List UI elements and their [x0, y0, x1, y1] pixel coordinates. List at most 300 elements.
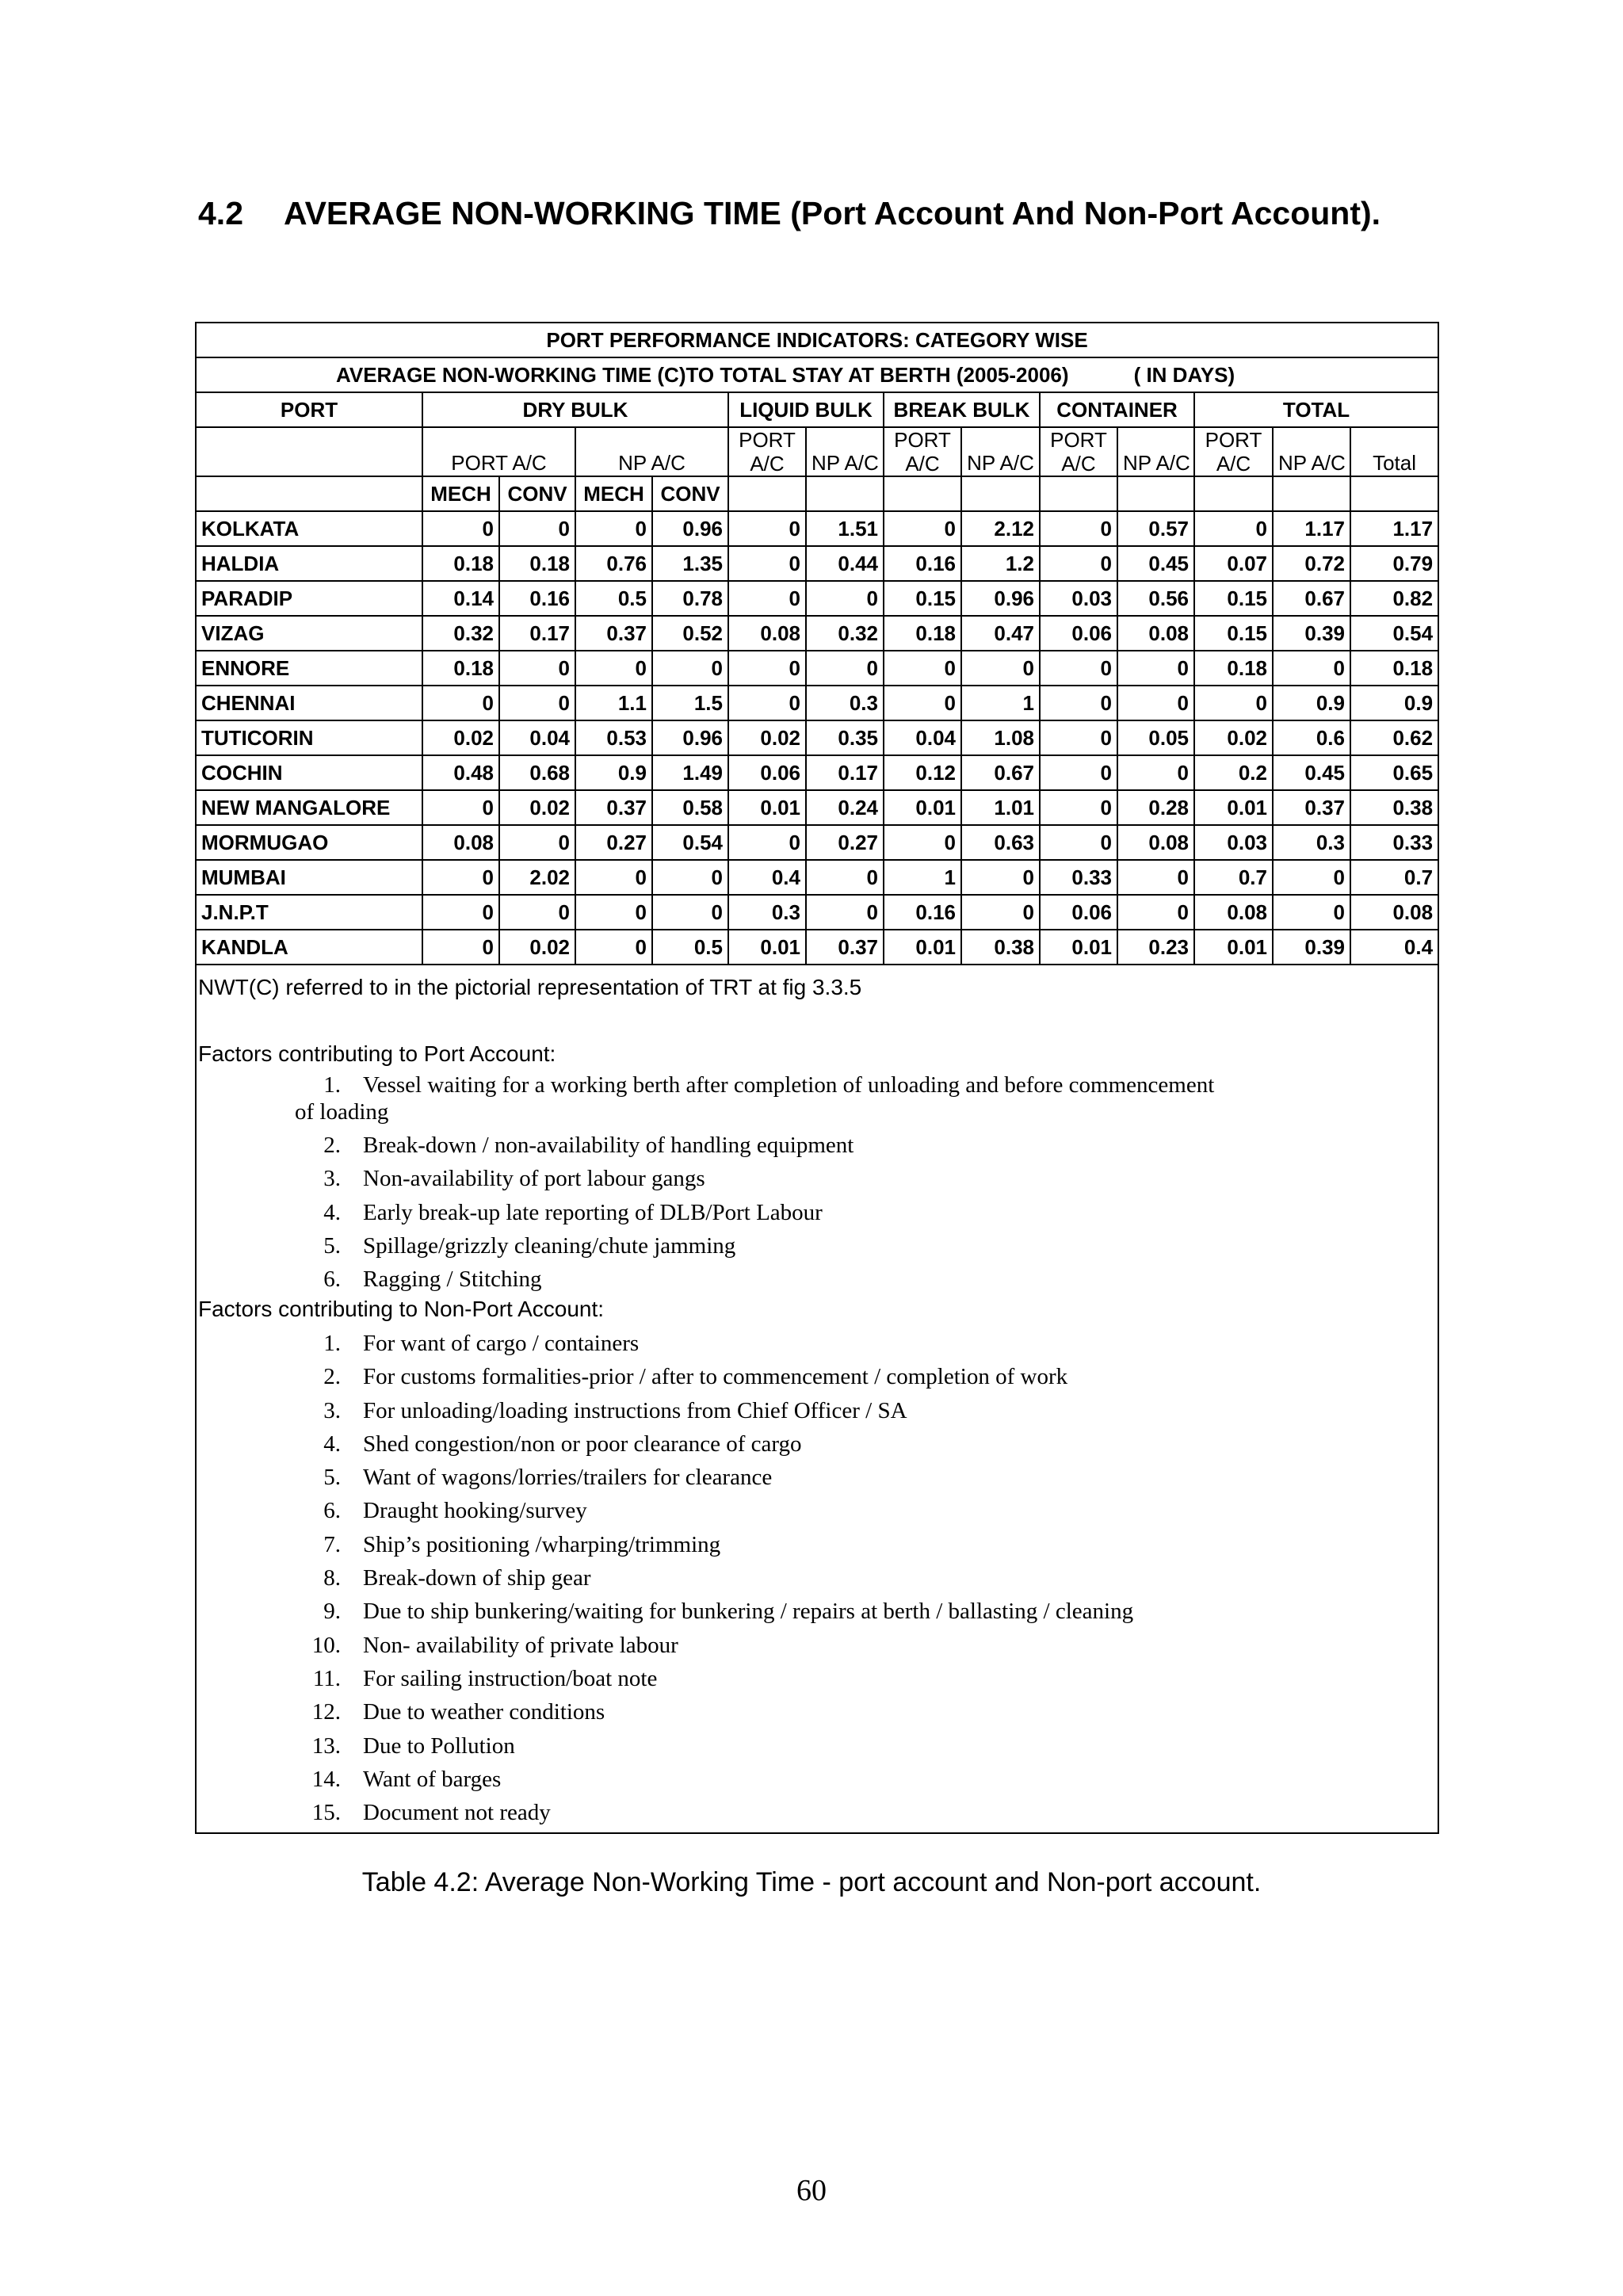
list-item — [197, 1229, 1433, 1263]
list-item — [197, 1196, 1433, 1229]
list-item-text: Ragging / Stitching — [363, 1266, 542, 1293]
list-item — [197, 1427, 1433, 1461]
header-container-np-ac: NP A/C — [1117, 427, 1194, 476]
value-cell: 0.08 — [728, 616, 806, 651]
value-cell: 0.39 — [1273, 930, 1350, 965]
value-cell: 0.17 — [499, 616, 575, 651]
value-cell: 0 — [575, 930, 652, 965]
value-cell: 2.02 — [499, 860, 575, 895]
port-name: KOLKATA — [197, 511, 422, 546]
value-cell: 0.58 — [652, 790, 728, 825]
account-header-row — [197, 427, 1438, 476]
value-cell: 0.16 — [884, 895, 961, 930]
value-cell: 0.7 — [1350, 860, 1438, 895]
value-cell: 0.4 — [1350, 930, 1438, 965]
port-account-list — [197, 1072, 1433, 1296]
value-cell: 0.15 — [1194, 616, 1273, 651]
list-item-text: Vessel waiting for a working berth after completion of unloading and before commencement — [363, 1072, 1215, 1098]
value-cell: 0.07 — [1194, 546, 1273, 581]
value-cell: 0.01 — [1194, 790, 1273, 825]
performance-table — [197, 323, 1438, 965]
value-cell: 0 — [575, 511, 652, 546]
list-item-continuation: of loading — [295, 1099, 389, 1125]
value-cell: 0 — [422, 930, 499, 965]
value-cell: 0 — [1273, 895, 1350, 930]
value-cell: 0.2 — [1194, 755, 1273, 790]
list-item-number: 6. — [323, 1498, 341, 1524]
header-total-port-ac — [1194, 427, 1273, 476]
value-cell: 0.7 — [1194, 860, 1273, 895]
value-cell: 0 — [806, 860, 884, 895]
value-cell: 0 — [728, 825, 806, 860]
value-cell: 0.01 — [884, 790, 961, 825]
value-cell: 0 — [728, 651, 806, 686]
value-cell: 0 — [1040, 686, 1117, 720]
value-cell: 0 — [1117, 686, 1194, 720]
value-cell: 0 — [806, 581, 884, 616]
value-cell: 0 — [1117, 895, 1194, 930]
list-item-number: 12. — [311, 1699, 341, 1725]
value-cell: 0 — [1040, 546, 1117, 581]
value-cell: 0.37 — [575, 790, 652, 825]
list-item-text: Want of wagons/lorries/trailers for clearance — [363, 1465, 773, 1491]
header-break-port-ac — [884, 427, 961, 476]
value-cell: 0.18 — [422, 651, 499, 686]
table-row — [197, 651, 1438, 686]
header-break-bulk: BREAK BULK — [884, 392, 1040, 427]
value-cell: 1 — [961, 686, 1040, 720]
header-total-total: Total — [1350, 427, 1438, 476]
value-cell: 0 — [652, 651, 728, 686]
value-cell: 0.38 — [1350, 790, 1438, 825]
list-item — [197, 1561, 1433, 1595]
value-cell: 0.03 — [1040, 581, 1117, 616]
value-cell: 0.67 — [1273, 581, 1350, 616]
value-cell: 0.47 — [961, 616, 1040, 651]
value-cell: 0.62 — [1350, 720, 1438, 755]
value-cell: 0.33 — [1350, 825, 1438, 860]
port-name: CHENNAI — [197, 686, 422, 720]
list-item — [197, 1162, 1433, 1195]
value-cell: 0 — [884, 511, 961, 546]
table-row — [197, 616, 1438, 651]
value-cell: 0.54 — [1350, 616, 1438, 651]
port-name: MORMUGAO — [197, 825, 422, 860]
sub-blank — [1273, 476, 1350, 511]
list-item-number: 6. — [323, 1266, 341, 1293]
value-cell: 0.18 — [1350, 651, 1438, 686]
value-cell: 0.35 — [806, 720, 884, 755]
header-dry-port-ac: PORT A/C — [422, 427, 575, 476]
value-cell: 0.37 — [575, 616, 652, 651]
value-cell: 0.15 — [884, 581, 961, 616]
value-cell: 0 — [499, 511, 575, 546]
value-cell: 0.27 — [806, 825, 884, 860]
value-cell: 1 — [884, 860, 961, 895]
value-cell: 0 — [884, 651, 961, 686]
section-number: 4.2 — [198, 195, 243, 231]
value-cell: 0.18 — [499, 546, 575, 581]
port-name: ENNORE — [197, 651, 422, 686]
header-break-np-ac: NP A/C — [961, 427, 1040, 476]
value-cell: 0 — [499, 651, 575, 686]
list-item — [197, 1129, 1433, 1162]
value-cell: 0 — [1040, 720, 1117, 755]
table-row — [197, 511, 1438, 546]
list-item-text: Break-down / non-availability of handling equipment — [363, 1133, 854, 1158]
sub-blank — [1194, 476, 1273, 511]
value-cell: 0.03 — [1194, 825, 1273, 860]
value-cell: 0 — [422, 790, 499, 825]
value-cell: 1.2 — [961, 546, 1040, 581]
value-cell: 0.38 — [961, 930, 1040, 965]
list-item-text: Early break-up late reporting of DLB/Port Labour — [363, 1199, 823, 1225]
value-cell: 0 — [1117, 651, 1194, 686]
value-cell: 0.72 — [1273, 546, 1350, 581]
value-cell: 0.02 — [1194, 720, 1273, 755]
value-cell: 0.18 — [1194, 651, 1273, 686]
value-cell: 0.08 — [1117, 825, 1194, 860]
table-subtitle — [197, 357, 1438, 392]
value-cell: 0 — [728, 511, 806, 546]
value-cell: 0.3 — [806, 686, 884, 720]
value-cell: 0.18 — [884, 616, 961, 651]
table-row — [197, 581, 1438, 616]
value-cell: 0.45 — [1273, 755, 1350, 790]
value-cell: 0.32 — [806, 616, 884, 651]
value-cell: 0.96 — [961, 581, 1040, 616]
header-dry-bulk: DRY BULK — [422, 392, 728, 427]
value-cell: 0.08 — [1117, 616, 1194, 651]
header-liquid-bulk: LIQUID BULK — [728, 392, 884, 427]
list-item — [197, 1528, 1433, 1561]
sub-blank — [884, 476, 961, 511]
port-name: PARADIP — [197, 581, 422, 616]
header-total-np-ac: NP A/C — [1273, 427, 1350, 476]
list-item — [197, 1695, 1433, 1729]
table-row — [197, 546, 1438, 581]
value-cell: 0 — [1273, 860, 1350, 895]
value-cell: 0.02 — [422, 720, 499, 755]
sub-blank — [1350, 476, 1438, 511]
value-cell: 0 — [1040, 825, 1117, 860]
port-name: HALDIA — [197, 546, 422, 581]
port-account-title: Factors contributing to Port Account: — [198, 1041, 556, 1066]
list-item-number: 5. — [323, 1232, 341, 1259]
value-cell: 0.9 — [575, 755, 652, 790]
list-item-text: For want of cargo / containers — [363, 1331, 640, 1356]
value-cell: 0 — [1117, 755, 1194, 790]
value-cell: 0.6 — [1273, 720, 1350, 755]
list-item-number: 10. — [311, 1632, 341, 1658]
value-cell: 0 — [1040, 511, 1117, 546]
value-cell: 0.48 — [422, 755, 499, 790]
list-item — [197, 1461, 1433, 1494]
value-cell: 0.78 — [652, 581, 728, 616]
value-cell: 0 — [499, 825, 575, 860]
table-row — [197, 860, 1438, 895]
header-container-port-ac — [1040, 427, 1117, 476]
list-item-number: 9. — [323, 1599, 341, 1625]
list-item-text: For unloading/loading instructions from Chief Officer / SA — [363, 1397, 907, 1423]
value-cell: 0 — [575, 895, 652, 930]
port-label: PORT — [1050, 428, 1107, 452]
value-cell: 0.53 — [575, 720, 652, 755]
sub-blank — [197, 476, 422, 511]
value-cell: 1.01 — [961, 790, 1040, 825]
value-cell: 0.06 — [1040, 616, 1117, 651]
ac-label: A/C — [1216, 452, 1251, 476]
list-item — [197, 1360, 1433, 1393]
group-header-row — [197, 392, 1438, 427]
value-cell: 0 — [806, 651, 884, 686]
value-cell: 0.06 — [728, 755, 806, 790]
port-label: PORT — [894, 428, 951, 452]
value-cell: 0 — [652, 895, 728, 930]
value-cell: 0 — [961, 860, 1040, 895]
table-title: PORT PERFORMANCE INDICATORS: CATEGORY WISE — [197, 323, 1438, 357]
value-cell: 0.04 — [884, 720, 961, 755]
table-row — [197, 790, 1438, 825]
value-cell: 0.02 — [499, 930, 575, 965]
value-cell: 0 — [575, 651, 652, 686]
list-item — [197, 1729, 1433, 1763]
value-cell: 0 — [806, 895, 884, 930]
value-cell: 0.01 — [1194, 930, 1273, 965]
header-liquid-port-ac — [728, 427, 806, 476]
list-item-number: 13. — [311, 1733, 341, 1759]
table-row — [197, 930, 1438, 965]
value-cell: 0 — [884, 825, 961, 860]
list-item-text: Want of barges — [363, 1766, 502, 1792]
value-cell: 0.4 — [728, 860, 806, 895]
value-cell: 0.02 — [499, 790, 575, 825]
sub-blank — [961, 476, 1040, 511]
value-cell: 0.01 — [1040, 930, 1117, 965]
list-item-number: 14. — [311, 1766, 341, 1792]
value-cell: 0.79 — [1350, 546, 1438, 581]
value-cell: 0.37 — [1273, 790, 1350, 825]
value-cell: 0.5 — [652, 930, 728, 965]
value-cell: 0.05 — [1117, 720, 1194, 755]
table-row — [197, 895, 1438, 930]
table-title-row — [197, 323, 1438, 357]
value-cell: 0.01 — [728, 790, 806, 825]
value-cell: 0 — [728, 581, 806, 616]
value-cell: 0.9 — [1350, 686, 1438, 720]
value-cell: 0.76 — [575, 546, 652, 581]
header-liquid-np-ac: NP A/C — [806, 427, 884, 476]
value-cell: 0.16 — [884, 546, 961, 581]
value-cell: 0.08 — [1194, 895, 1273, 930]
value-cell: 1.49 — [652, 755, 728, 790]
ac-label: A/C — [905, 452, 940, 476]
mech-conv-row — [197, 476, 1438, 511]
value-cell: 0 — [1273, 651, 1350, 686]
list-item — [197, 1595, 1433, 1628]
list-item-text: Non- availability of private labour — [363, 1632, 678, 1658]
table-row — [197, 825, 1438, 860]
value-cell: 0.18 — [422, 546, 499, 581]
value-cell: 0.82 — [1350, 581, 1438, 616]
list-item-number: 1. — [323, 1072, 341, 1098]
port-name: J.N.P.T — [197, 895, 422, 930]
value-cell: 1.1 — [575, 686, 652, 720]
list-item — [197, 1763, 1433, 1796]
value-cell: 1.08 — [961, 720, 1040, 755]
value-cell: 0.08 — [1350, 895, 1438, 930]
port-name: NEW MANGALORE — [197, 790, 422, 825]
list-item-number: 15. — [311, 1800, 341, 1826]
page-number: 60 — [796, 2174, 827, 2207]
sub-blank — [1040, 476, 1117, 511]
value-cell: 0 — [422, 895, 499, 930]
value-cell: 0.06 — [1040, 895, 1117, 930]
list-item-text: Document not ready — [363, 1800, 551, 1826]
value-cell: 0 — [1040, 755, 1117, 790]
value-cell: 0 — [422, 860, 499, 895]
table-row — [197, 686, 1438, 720]
port-name: COCHIN — [197, 755, 422, 790]
value-cell: 1.51 — [806, 511, 884, 546]
value-cell: 0.33 — [1040, 860, 1117, 895]
value-cell: 0.23 — [1117, 930, 1194, 965]
list-item-number: 4. — [323, 1199, 341, 1225]
value-cell: 2.12 — [961, 511, 1040, 546]
value-cell: 0 — [884, 686, 961, 720]
value-cell: 0 — [575, 860, 652, 895]
value-cell: 0.5 — [575, 581, 652, 616]
value-cell: 0 — [961, 651, 1040, 686]
value-cell: 0.45 — [1117, 546, 1194, 581]
value-cell: 1.5 — [652, 686, 728, 720]
list-item-text: For sailing instruction/boat note — [363, 1665, 658, 1691]
nwt-note: NWT(C) referred to in the pictorial representation of TRT at fig 3.3.5 — [198, 975, 862, 999]
value-cell: 0 — [1194, 511, 1273, 546]
non-port-account-list — [197, 1327, 1433, 1829]
section-title: AVERAGE NON-WORKING TIME (Port Account And Non-Port Account). — [284, 195, 1381, 231]
value-cell: 0.63 — [961, 825, 1040, 860]
list-item-text: Ship’s positioning /wharping/trimming — [363, 1531, 721, 1557]
list-item-number: 3. — [323, 1166, 341, 1192]
value-cell: 0 — [1040, 790, 1117, 825]
list-item-text: Spillage/grizzly cleaning/chute jamming — [363, 1232, 736, 1259]
sub-header-conv: CONV — [499, 476, 575, 511]
sub-blank — [806, 476, 884, 511]
value-cell: 0 — [1194, 686, 1273, 720]
value-cell: 0.17 — [806, 755, 884, 790]
list-item-number: 4. — [323, 1431, 341, 1457]
header-blank — [197, 427, 422, 476]
value-cell: 0.52 — [652, 616, 728, 651]
subtitle-text: AVERAGE NON-WORKING TIME (C)TO TOTAL STAY AT BERTH (2005-2006) — [336, 362, 1069, 387]
list-item-text: Due to weather conditions — [363, 1699, 605, 1725]
list-item-text: Draught hooking/survey — [363, 1498, 587, 1524]
value-cell: 0 — [499, 686, 575, 720]
list-item — [197, 1327, 1433, 1360]
value-cell: 0 — [422, 511, 499, 546]
value-cell: 0.54 — [652, 825, 728, 860]
value-cell: 0.67 — [961, 755, 1040, 790]
value-cell: 0 — [499, 895, 575, 930]
list-item-text: Break-down of ship gear — [363, 1565, 591, 1591]
list-item — [197, 1629, 1433, 1662]
list-item — [197, 1263, 1433, 1296]
value-cell: 0.37 — [806, 930, 884, 965]
value-cell: 0.16 — [499, 581, 575, 616]
value-cell: 0.12 — [884, 755, 961, 790]
list-item-text: Due to Pollution — [363, 1733, 515, 1759]
value-cell: 0.65 — [1350, 755, 1438, 790]
table-row — [197, 755, 1438, 790]
value-cell: 0.01 — [728, 930, 806, 965]
list-item-text: Due to ship bunkering/waiting for bunkering / repairs at berth / ballasting / cleaning — [363, 1599, 1134, 1625]
value-cell: 0.15 — [1194, 581, 1273, 616]
ac-label: A/C — [1061, 452, 1096, 476]
value-cell: 0.3 — [1273, 825, 1350, 860]
port-label: PORT — [1205, 428, 1262, 452]
value-cell: 0 — [728, 686, 806, 720]
list-item-number: 7. — [323, 1531, 341, 1557]
table-caption: Table 4.2: Average Non-Working Time - port account and Non-port account. — [361, 1867, 1262, 1897]
sub-blank — [728, 476, 806, 511]
value-cell: 0.44 — [806, 546, 884, 581]
value-cell: 0 — [1040, 651, 1117, 686]
value-cell: 0 — [961, 895, 1040, 930]
sub-blank — [1117, 476, 1194, 511]
value-cell: 1.17 — [1350, 511, 1438, 546]
value-cell: 0.3 — [728, 895, 806, 930]
value-cell: 0.32 — [422, 616, 499, 651]
table-box — [195, 322, 1439, 1834]
list-item — [197, 1394, 1433, 1427]
value-cell: 0.96 — [652, 720, 728, 755]
value-cell: 0.14 — [422, 581, 499, 616]
value-cell: 1.17 — [1273, 511, 1350, 546]
header-port: PORT — [197, 392, 422, 427]
non-port-account-title: Factors contributing to Non-Port Account: — [198, 1297, 605, 1321]
header-container: CONTAINER — [1040, 392, 1194, 427]
list-item — [197, 1796, 1433, 1829]
list-item — [197, 1072, 1433, 1098]
port-name: KANDLA — [197, 930, 422, 965]
value-cell: 0 — [1117, 860, 1194, 895]
header-dry-np-ac: NP A/C — [575, 427, 728, 476]
list-item-number: 11. — [312, 1665, 341, 1691]
value-cell: 0.28 — [1117, 790, 1194, 825]
table-row — [197, 720, 1438, 755]
list-item-number: 2. — [323, 1133, 341, 1158]
list-item-number: 1. — [323, 1331, 341, 1356]
list-item — [197, 1662, 1433, 1695]
sub-header-mech: MECH — [422, 476, 499, 511]
value-cell: 1.35 — [652, 546, 728, 581]
list-item — [197, 1494, 1433, 1527]
port-name: MUMBAI — [197, 860, 422, 895]
value-cell: 0.39 — [1273, 616, 1350, 651]
value-cell: 0.57 — [1117, 511, 1194, 546]
port-label: PORT — [739, 428, 796, 452]
units-label: ( IN DAYS) — [1133, 362, 1235, 387]
header-total: TOTAL — [1194, 392, 1438, 427]
value-cell: 0.01 — [884, 930, 961, 965]
value-cell: 0.68 — [499, 755, 575, 790]
list-item-text: Non-availability of port labour gangs — [363, 1166, 705, 1192]
value-cell: 0.24 — [806, 790, 884, 825]
table-subtitle-row — [197, 357, 1438, 392]
value-cell: 0.27 — [575, 825, 652, 860]
value-cell: 0 — [652, 860, 728, 895]
